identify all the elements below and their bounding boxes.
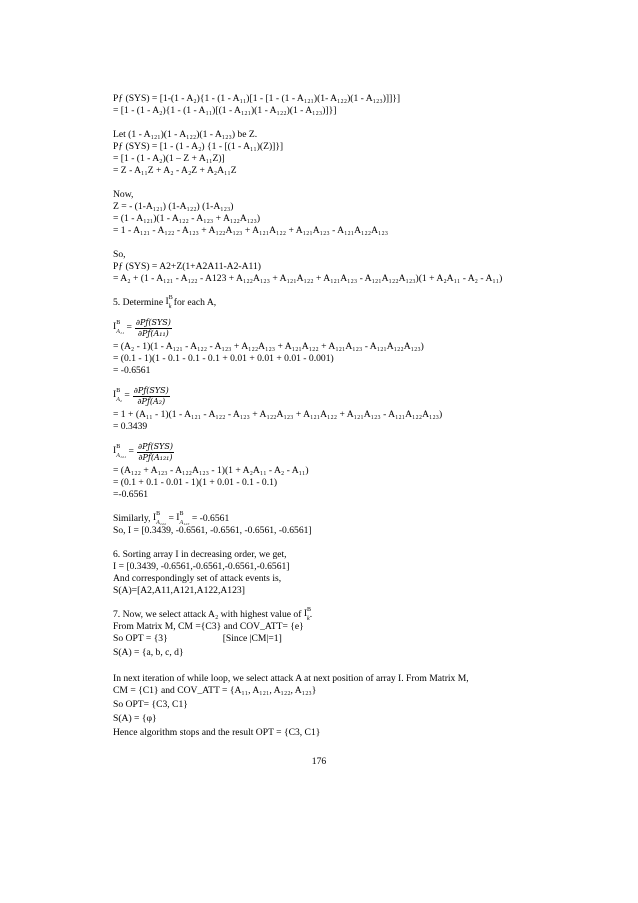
step-7-heading: 7. Now, we select attack A₂ with highest value of $I^B_k$ . <box>113 607 313 622</box>
equation-line: =-0.6561 <box>113 489 148 500</box>
equation-line: Pƒ (SYS) = [1-(1 - A₂){1 - (1 - A₁₁)[1 - [1 - (1 - A₁₂₁)(1- A₁₂₂)(1 - A₁₂₃)]]}] <box>113 93 401 104</box>
equation-line: Pƒ (SYS) = A2+Z(1+A2A11-A2-A11) <box>113 261 261 272</box>
text-line: S(A)=[A2,A11,A121,A122,A123] <box>113 585 245 596</box>
text-line: So, I = [0.3439, -0.6561, -0.6561, -0.6561, -0.6561] <box>113 525 312 536</box>
importance-a2-definition: $I^B_{A_2}$ = $\frac{\text{∂Pƒ(SYS)}}{\text{∂Pƒ(A₂)}}$ <box>113 385 169 406</box>
text-line: And correspondingly set of attack events is, <box>113 573 282 584</box>
partial-derivative-fraction: $\frac{\text{∂Pƒ(SYS)}}{\text{∂Pƒ(A₂)}}$ <box>133 385 169 406</box>
equation-line: = A₂ + (1 - A₁₂₁ - A₁₂₂ - A123 + A₁₂₂A₁₂₃ + A₁₂₁A₁₂₂ + A₁₂₁A₁₂₃ - A₁₂₁A₁₂₂A₁₂₃)(1 + A₂A₁₁ - A₂ - A₁₁) <box>113 273 503 284</box>
partial-derivative-fraction: $\frac{\text{∂Pƒ(SYS)}}{\text{∂Pƒ(A₁₁)}}$ <box>135 317 171 338</box>
equation-line: = (A₁₂₂ + A₁₂₃ - A₁₂₂A₁₂₃ - 1)(1 + A₂A₁₁ - A₂ - A₁₁) <box>113 465 309 476</box>
text-line: I = [0.3439, -0.6561,-0.6561,-0.6561,-0.6561] <box>113 561 290 572</box>
result-line: Hence algorithm stops and the result OPT = {C3, C1} <box>113 727 321 738</box>
equation-line: = 0.3439 <box>113 421 148 432</box>
equation-line: = (1 - A₁₂₁)(1 - A₁₂₂ - A₁₂₃ + A₁₂₂A₁₂₃) <box>113 213 261 224</box>
text-line: Now, <box>113 189 134 200</box>
page-number: 176 <box>311 756 327 767</box>
opt-line: So OPT = {3} [Since |CM|=1] <box>113 633 282 644</box>
equation-line: = 1 + (A₁₁ - 1)(1 - A₁₂₁ - A₁₂₂ - A₁₂₃ + A₁₂₂A₁₂₃ + A₁₂₁A₁₂₂ + A₁₂₁A₁₂₃ - A₁₂₁A₁₂₂A₁₂₃) <box>113 409 443 420</box>
equation-line: = 1 - A₁₂₁ - A₁₂₂ - A₁₂₃ + A₁₂₂A₁₂₃ + A₁₂₁A₁₂₂ + A₁₂₁A₁₂₃ - A₁₂₁A₁₂₂A₁₂₃ <box>113 225 389 236</box>
text-line: In next iteration of while loop, we select attack A at next position of array I. From Matrix M, <box>113 673 469 684</box>
importance-a121-definition: $I^B_{A_{121}}$ = $\frac{\text{∂Pƒ(SYS)}}{\text{∂Pƒ(A₁₂₁)}}$ <box>113 441 173 462</box>
text-line: S(A) = {a, b, c, d} <box>113 647 184 658</box>
equation-line: = -0.6561 <box>113 365 151 376</box>
birnbaum-importance-symbol: $I^B_k$ <box>165 295 173 310</box>
importance-a11-definition: $I^B_{A_{11}}$ = $\frac{\text{∂Pƒ(SYS)}}{\text{∂Pƒ(A₁₁)}}$ <box>113 317 171 338</box>
partial-derivative-fraction: $\frac{\text{∂Pƒ(SYS)}}{\text{∂Pƒ(A₁₂₁)}}$ <box>137 441 173 462</box>
text-line: From Matrix M, CM ={C3} and COV_ATT= {e} <box>113 621 304 632</box>
equation-line: = [1 - (1 - A₂){1 - (1 - A₁₁)[(1 - A₁₂₁)(1 - A₁₂₂)(1 - A₁₂₃)]}] <box>113 105 337 116</box>
equation-line: = Z - A₁₁Z + A₂ - A₂Z + A₂A₁₁Z <box>113 165 237 176</box>
equation-line: Z = - (1-A₁₂₁) (1-A₁₂₂) (1-A₁₂₃) <box>113 201 234 212</box>
text-line: S(A) = {φ} <box>113 713 157 724</box>
equation-line: Pƒ (SYS) = [1 - (1 - A₂) {1 - [(1 - A₁₁)(Z)]}] <box>113 141 284 152</box>
text-line: CM = {C1} and COV_ATT = {A₁₁, A₁₂₁, A₁₂₂, A₁₂₃} <box>113 685 317 696</box>
step-6-heading: 6. Sorting array I in decreasing order, we get, <box>113 549 287 560</box>
page-content <box>113 93 533 741</box>
text-line: Let (1 - A₁₂₁)(1 - A₁₂₂)(1 - A₁₂₃) be Z. <box>113 129 258 140</box>
equation-line: = (0.1 - 1)(1 - 0.1 - 0.1 - 0.1 + 0.01 + 0.01 + 0.01 - 0.001) <box>113 353 334 364</box>
step-5-heading: 5. Determine $I^B_k$ for each A, <box>113 297 533 309</box>
equation-line: = (A₂ - 1)(1 - A₁₂₁ - A₁₂₂ - A₁₂₃ + A₁₂₂A₁₂₃ + A₁₂₁A₁₂₂ + A₁₂₁A₁₂₃ - A₁₂₁A₁₂₂A₁₂₃) <box>113 341 424 352</box>
similarly-line: Similarly, $I^B_{A_{122}}$ = $I^B_{A_{123}}$ = -0.6561 <box>113 511 230 526</box>
equation-line: = (0.1 + 0.1 - 0.01 - 1)(1 + 0.01 - 0.1 - 0.1) <box>113 477 278 488</box>
text-line: So, <box>113 249 126 260</box>
text-line: So OPT= {C3, C1} <box>113 699 188 710</box>
equation-line: = [1 - (1 - A₂)(1 – Z + A₁₁Z)] <box>113 153 225 164</box>
